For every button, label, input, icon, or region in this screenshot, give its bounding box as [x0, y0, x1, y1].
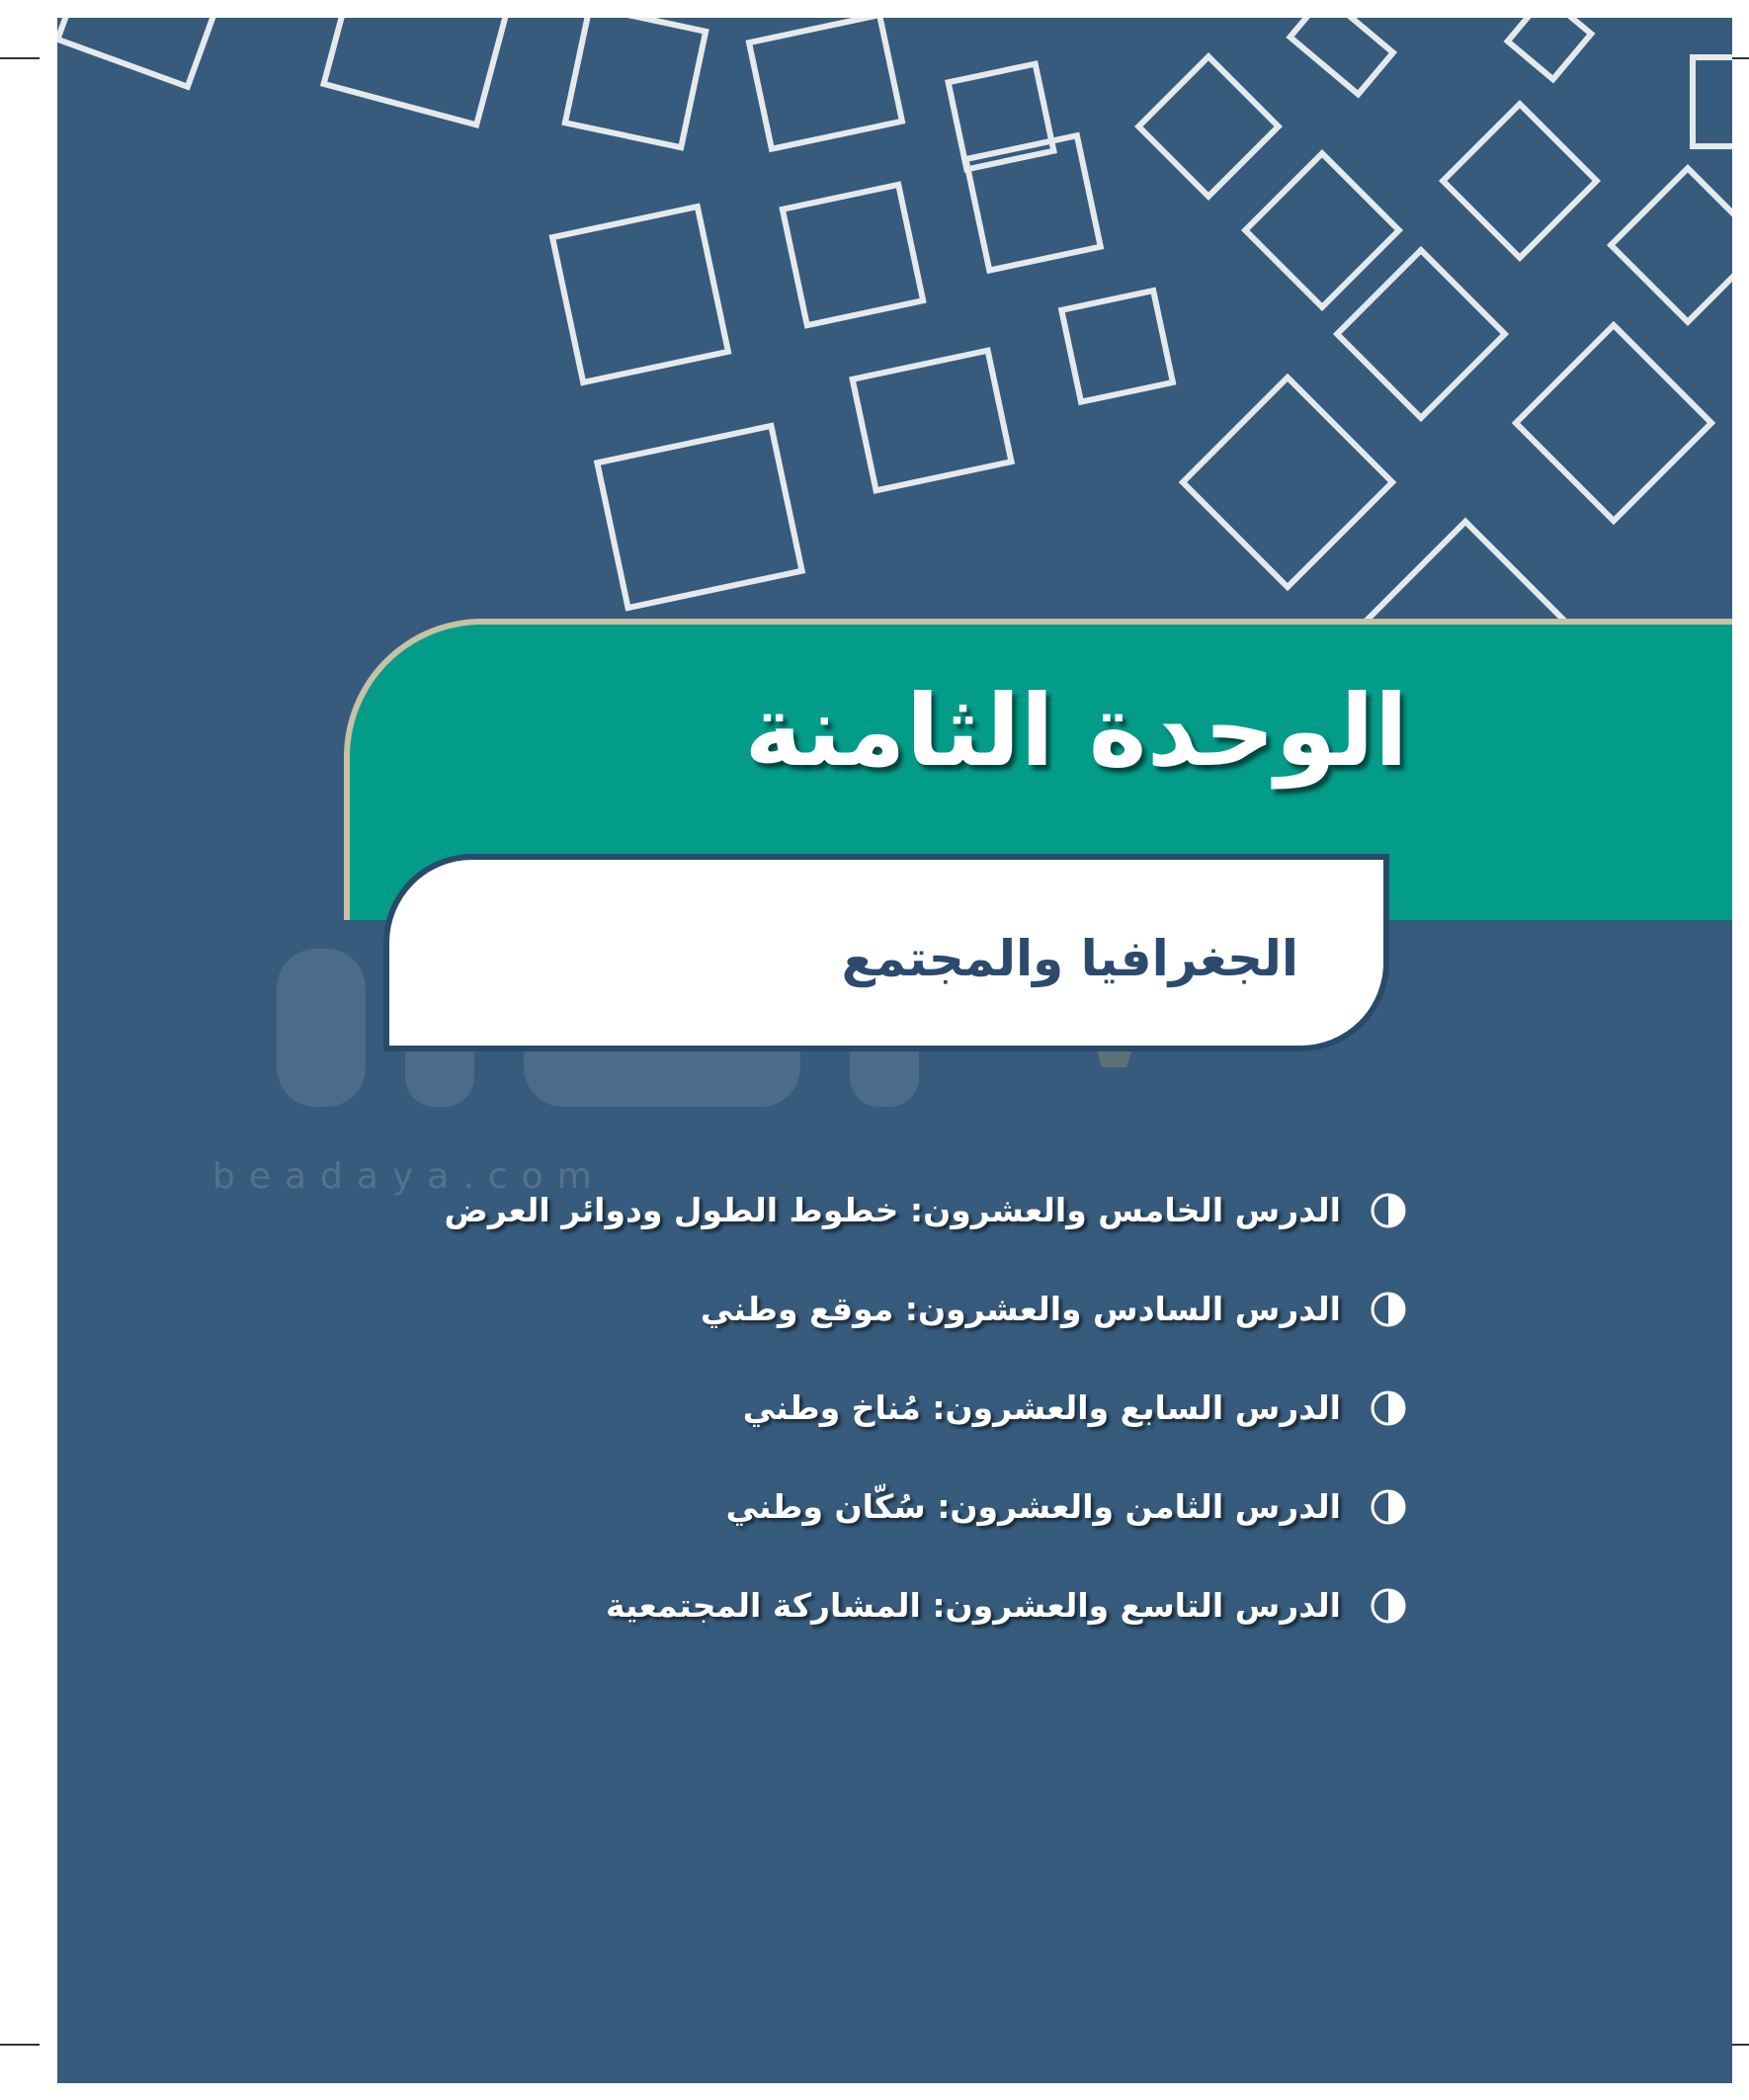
square-pattern: [57, 18, 1732, 640]
pattern-square: [565, 18, 706, 147]
lesson-title: الدرس الثامن والعشرون: سُكّان وطني: [725, 1487, 1341, 1526]
lesson-title: الدرس السابع والعشرون: مُناخ وطني: [742, 1388, 1341, 1427]
pattern-square: [1138, 56, 1278, 196]
pattern-square: [1337, 250, 1505, 418]
lesson-list: [321, 1161, 1408, 1655]
pattern-square: [853, 351, 1012, 491]
pattern-square: [597, 426, 801, 608]
list-item: [321, 1260, 1408, 1359]
pattern-square: [57, 18, 234, 87]
pattern-square: [1693, 57, 1732, 146]
lesson-title: الدرس السادس والعشرون: موقع وطني: [701, 1290, 1341, 1328]
half-filled-circle-icon: [1369, 1388, 1408, 1428]
pattern-square: [1183, 378, 1392, 587]
watermark-url: beadaya.com: [212, 1156, 606, 1197]
pattern-square: [1443, 104, 1597, 258]
half-filled-circle-icon: [1369, 1586, 1408, 1626]
list-item: [321, 1556, 1408, 1655]
pattern-square: [749, 18, 902, 149]
pattern-square: [1611, 168, 1732, 322]
pattern-square: [783, 185, 923, 325]
pattern-square: [324, 18, 513, 125]
half-filled-circle-icon: [1369, 1191, 1408, 1230]
pattern-square: [1516, 325, 1711, 521]
pattern-square: [1291, 18, 1393, 94]
crop-mark: [0, 2044, 40, 2046]
pattern-square: [552, 207, 728, 382]
crop-mark: [0, 57, 40, 59]
list-item: [321, 1359, 1408, 1458]
unit-title: الوحدة الثامنة: [744, 673, 1408, 789]
list-item: [321, 1458, 1408, 1556]
unit-subtitle: الجغرافيا والمجتمع: [841, 930, 1298, 987]
pattern-square: [1245, 153, 1399, 307]
lesson-title: الدرس الخامس والعشرون: خطوط الطول ودوائر العرض: [444, 1191, 1341, 1229]
half-filled-circle-icon: [1369, 1487, 1408, 1527]
pattern-square: [1061, 291, 1173, 402]
lesson-title: الدرس التاسع والعشرون: المشاركة المجتمعية: [606, 1586, 1341, 1625]
half-filled-circle-icon: [1369, 1290, 1408, 1329]
list-item: [321, 1161, 1408, 1260]
pattern-square: [1508, 18, 1592, 79]
